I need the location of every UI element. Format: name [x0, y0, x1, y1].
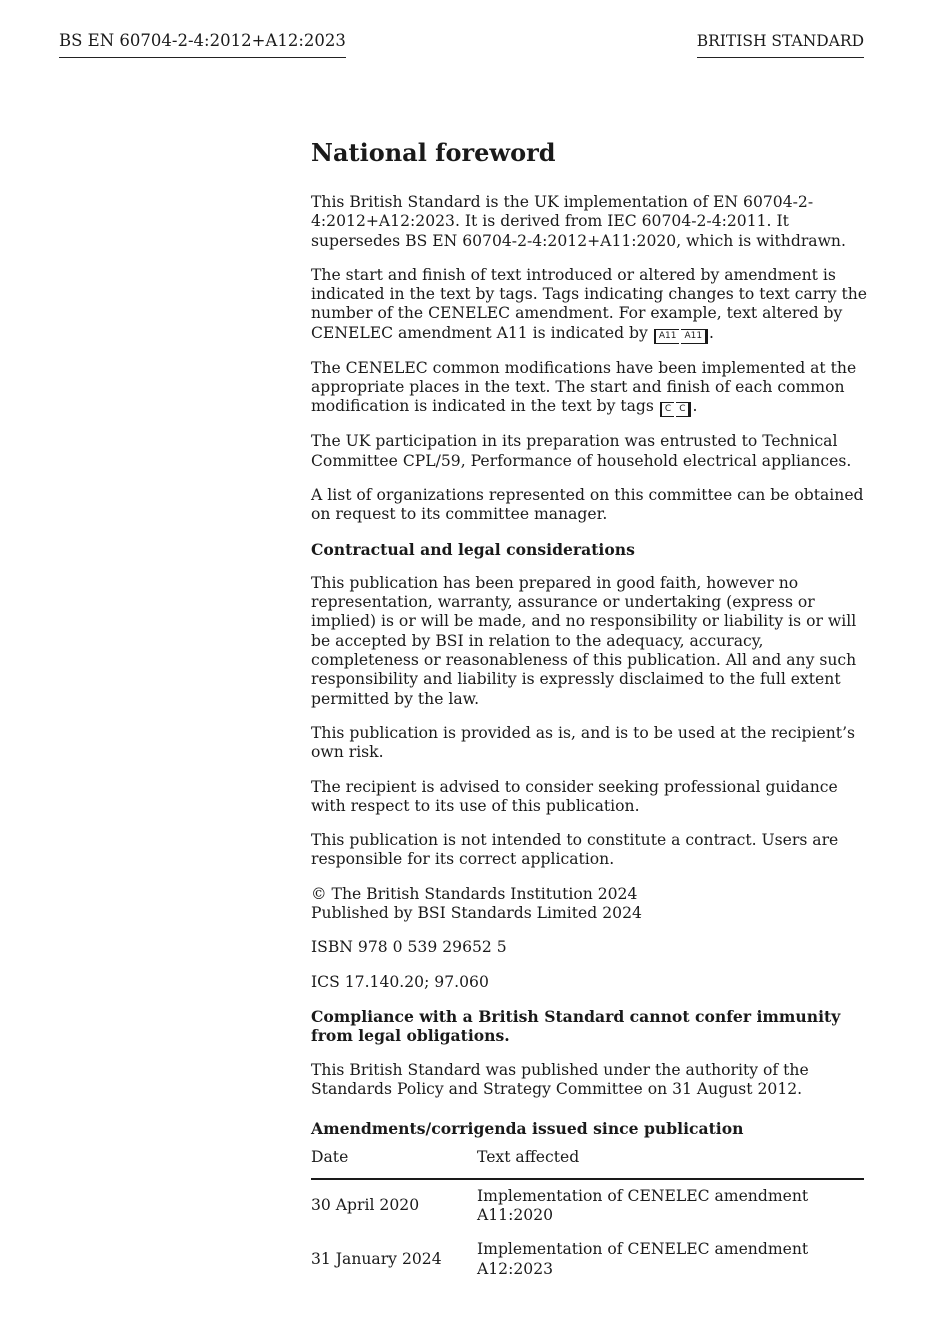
amendment-tag-close-icon: A11 [681, 329, 708, 344]
paragraph-common-modifications-text: The CENELEC common modifications have been implemented at the appropriate places in the text. The start and finish of each common modification is indicated in the text by tags [311, 358, 857, 416]
header-doc-id: BS EN 60704-2-4:2012+A12:2023 [59, 30, 346, 58]
amendment-tag-open-icon: A11 [654, 329, 680, 344]
amendment-date: 30 April 2020 [311, 1196, 420, 1215]
paragraph-common-modifications: The CENELEC common modifications have been implemented at the appropriate places in the text. The start and finish of each common modification is indicated in the text by tags C C . [311, 358, 857, 416]
amendment-date: 31 January 2024 [311, 1249, 442, 1268]
isbn: ISBN 978 0 539 29652 5 [311, 938, 507, 957]
paragraph-uk-participation: The UK participation in its preparation was entrusted to Technical Committee CPL/59, Performance of household electrical appliances. [311, 432, 852, 470]
paragraph-implementation: This British Standard is the UK implementation of EN 60704-2-4:2012+A12:2023. It is derived from IEC 60704-2-4:2011. It supersedes BS EN 60704-2-4:2012+A11:2020, which is withdrawn. [311, 193, 846, 250]
amendments-table [311, 1148, 864, 1286]
amendments-header-row [311, 1148, 864, 1178]
contractual-heading: Contractual and legal considerations [311, 539, 635, 559]
paragraph-guidance: The recipient is advised to consider seeking professional guidance with respect to its use of this publication. [311, 777, 838, 815]
paragraph-good-faith: This publication has been prepared in good faith, however no representation, warranty, assurance or undertaking (express or implied) is or will be made, and no responsibility or liability is or will be accepted by BSI in relation to the adequacy, accuracy, completeness or reasonableness of this publication. All and any such responsibility and liability is expressly disclaimed to the full extent permitted by the law. [311, 573, 857, 708]
table-row [311, 1233, 864, 1287]
paragraph-amendment-tags: The start and finish of text introduced or altered by amendment is indicated in the text by tags. Tags indicating changes to text carry the number of the CENELEC amendment. For example, text altered by CENELEC amendment A11 is indicated by A11 A11 . [311, 265, 868, 342]
paragraph-amendment-tags-text: The start and finish of text introduced or altered by amendment is indicated in the text by tags. Tags indicating changes to text carry the number of the CENELEC amendment. For example, text altered by CENELEC amendment A11 is indicated by [311, 265, 868, 342]
foreword-content [311, 138, 871, 1287]
column-header-date: Date [311, 1148, 477, 1178]
page-title: National foreword [311, 138, 556, 167]
copyright-line: © The British Standards Institution 2024 [311, 884, 638, 903]
compliance-statement: Compliance with a British Standard cannot confer immunity from legal obligations. [311, 1006, 841, 1046]
header-series: BRITISH STANDARD [697, 30, 864, 58]
paragraph-authority: This British Standard was published under the authority of the Standards Policy and Strategy Committee on 31 August 2012. [311, 1060, 809, 1098]
copyright-block [311, 885, 871, 924]
paragraph-organizations: A list of organizations represented on this committee can be obtained on request to its committee manager. [311, 485, 864, 524]
paragraph-contract: This publication is not intended to constitute a contract. Users are responsible for its correct application. [311, 831, 839, 869]
amendment-text: Implementation of CENELEC amendment A12:2023 [477, 1240, 809, 1278]
column-header-text-affected: Text affected [477, 1148, 864, 1178]
table-row [311, 1179, 864, 1234]
amendment-text: Implementation of CENELEC amendment A11:2020 [477, 1186, 809, 1224]
publisher-line: Published by BSI Standards Limited 2024 [311, 904, 642, 923]
ics: ICS 17.140.20; 97.060 [311, 972, 489, 991]
amendments-title: Amendments/corrigenda issued since publication [311, 1119, 744, 1139]
paragraph-own-risk: This publication is provided as is, and is to be used at the recipient’s own risk. [311, 723, 856, 762]
modification-tag-close-icon: C [676, 402, 691, 417]
modification-tag-open-icon: C [660, 402, 674, 417]
